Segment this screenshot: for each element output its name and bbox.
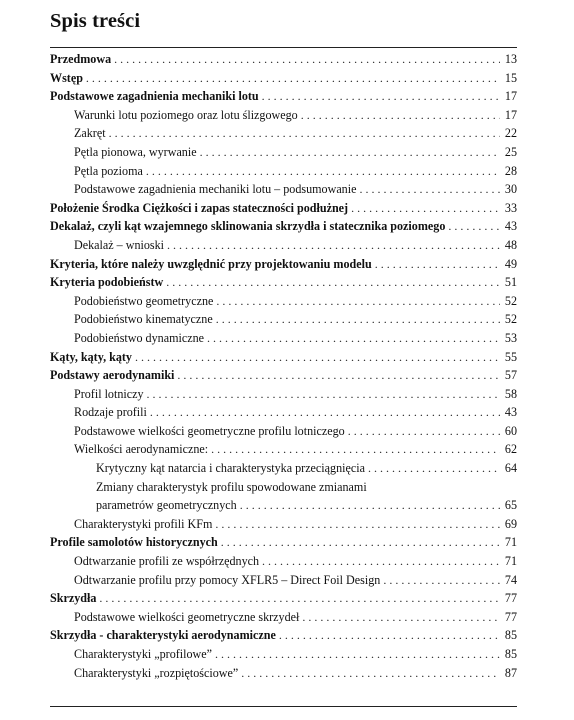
toc-entry-page: 17 xyxy=(504,89,517,104)
dot-leader xyxy=(279,626,500,645)
toc-entry-page: 77 xyxy=(504,609,517,624)
toc-entry-page: 30 xyxy=(504,182,517,197)
toc-entry-page: 74 xyxy=(504,572,517,587)
toc-entry-page: 17 xyxy=(504,107,517,122)
toc-entry[interactable] xyxy=(50,143,517,162)
toc-entry-title: Zmiany charakterystyk profilu spowodowane zmianami xyxy=(96,479,367,494)
toc-entry-title: Profile samolotów historycznych xyxy=(50,535,218,550)
top-divider xyxy=(50,47,517,48)
toc-entry[interactable] xyxy=(50,664,517,683)
toc-entry-page: 13 xyxy=(504,52,517,66)
toc-entry[interactable] xyxy=(50,292,517,311)
toc-entry-title: Podstawowe wielkości geometryczne profilu lotniczego xyxy=(74,423,345,438)
toc-entry[interactable] xyxy=(50,366,517,385)
dot-leader xyxy=(383,571,500,590)
dot-leader xyxy=(240,496,500,515)
toc-entry-page: 22 xyxy=(504,126,517,141)
toc-entry-page: 87 xyxy=(504,665,517,680)
toc-entry[interactable] xyxy=(50,533,517,552)
dot-leader xyxy=(215,645,500,664)
dot-leader xyxy=(448,217,500,236)
toc-entry-page: 49 xyxy=(504,256,517,271)
toc-entry[interactable] xyxy=(50,348,517,367)
dot-leader xyxy=(216,310,500,329)
dot-leader xyxy=(215,515,500,534)
toc-entry-page: 25 xyxy=(504,144,517,159)
toc-entry-title: Podobieństwo kinematyczne xyxy=(74,312,213,327)
toc-entry[interactable] xyxy=(50,217,517,236)
toc-entry-title: Dekalaż – wnioski xyxy=(74,237,165,252)
toc-entry[interactable] xyxy=(50,106,517,125)
dot-leader xyxy=(177,366,500,385)
toc-entry-page: 62 xyxy=(504,442,517,457)
toc-entry-title: Warunki lotu poziomego oraz lotu ślizgowego xyxy=(74,107,298,122)
toc-entry-page: 85 xyxy=(504,647,517,661)
bottom-divider xyxy=(50,706,517,707)
toc-entry-title: Pętla pozioma xyxy=(74,163,143,178)
toc-entry-page: 65 xyxy=(504,498,517,513)
toc-entry-page: 48 xyxy=(504,237,517,252)
dot-leader xyxy=(241,664,500,683)
toc-entry-title: Kąty, kąty, kąty xyxy=(50,349,132,364)
toc-entry-page: 71 xyxy=(504,554,517,569)
dot-leader xyxy=(99,589,500,608)
toc-entry[interactable] xyxy=(50,552,517,571)
dot-leader xyxy=(146,162,500,181)
toc-entry-page: 85 xyxy=(504,628,517,643)
toc-entry[interactable] xyxy=(50,50,517,69)
toc-entry[interactable] xyxy=(50,589,517,608)
dot-leader xyxy=(375,255,500,274)
toc-entry[interactable] xyxy=(50,440,517,459)
toc-entry-title: Położenie Środka Ciężkości i zapas stateczności podłużnej xyxy=(50,200,349,215)
toc-entry[interactable] xyxy=(50,329,517,348)
toc-entry-title: Charakterystyki „profilowe” xyxy=(74,647,213,661)
toc-entry-page: 15 xyxy=(504,70,517,85)
dot-leader xyxy=(351,199,500,218)
toc-entry-page: 58 xyxy=(504,386,517,401)
dot-leader xyxy=(114,50,500,69)
toc-entry[interactable] xyxy=(50,459,517,478)
toc-entry[interactable] xyxy=(50,571,517,590)
toc-entry-title: Pętla pionowa, wyrwanie xyxy=(74,144,197,159)
toc-entry-page: 51 xyxy=(504,275,517,290)
toc-entry-title: Krytyczny kąt natarcia i charakterystyka przeciągnięcia xyxy=(96,461,365,476)
toc-entry-title: Charakterystyki „rozpiętościowe” xyxy=(74,665,239,680)
dot-leader xyxy=(167,236,500,255)
dot-leader xyxy=(348,422,500,441)
toc-entry-page: 43 xyxy=(504,219,517,234)
toc-entry[interactable] xyxy=(50,422,517,441)
table-of-contents xyxy=(50,50,517,682)
toc-entry[interactable] xyxy=(50,180,517,199)
toc-entry-title: Odtwarzanie profili ze współrzędnych xyxy=(74,554,260,569)
dot-leader xyxy=(200,143,500,162)
toc-entry-title: Wstęp xyxy=(50,70,83,85)
toc-entry-title: Podstawy aerodynamiki xyxy=(50,368,175,383)
dot-leader xyxy=(150,403,500,422)
toc-entry-title: Podstawowe wielkości geometryczne skrzydeł xyxy=(74,609,300,624)
toc-entry-title: Wielkości aerodynamiczne: xyxy=(74,442,209,457)
toc-entry[interactable] xyxy=(50,645,517,664)
toc-entry-title: Przedmowa xyxy=(50,52,112,66)
toc-entry-title: Zakręt xyxy=(74,126,106,141)
toc-entry-page: 77 xyxy=(504,591,517,606)
toc-entry-title: Kryteria, które należy uwzględnić przy projektowaniu modelu xyxy=(50,256,372,271)
dot-leader xyxy=(86,69,500,88)
toc-entry-title: Podstawowe zagadnienia mechaniki lotu xyxy=(50,89,259,104)
toc-entry-title-continued: parametrów geometrycznych xyxy=(96,498,237,513)
toc-entry-title: Profil lotniczy xyxy=(74,386,144,401)
toc-entry-page: 55 xyxy=(504,349,517,364)
toc-entry-page: 69 xyxy=(504,516,517,531)
dot-leader xyxy=(147,385,500,404)
page-title: Spis treści xyxy=(50,10,141,32)
dot-leader xyxy=(301,106,500,125)
toc-entry-page: 52 xyxy=(504,312,517,327)
toc-entry-title: Rodzaje profili xyxy=(74,405,147,420)
toc-entry-page: 64 xyxy=(504,461,517,476)
toc-entry[interactable] xyxy=(50,403,517,422)
toc-entry-title: Dekalaż, czyli kąt wzajemnego sklinowania skrzydła i statecznika poziomego xyxy=(50,219,446,234)
toc-entry-page: 28 xyxy=(504,163,517,178)
toc-entry-title: Skrzydła - charakterystyki aerodynamiczne xyxy=(50,628,276,643)
toc-entry[interactable] xyxy=(50,608,517,627)
dot-leader xyxy=(302,608,500,627)
toc-entry-title: Podobieństwo dynamiczne xyxy=(74,330,204,345)
dot-leader xyxy=(166,273,500,292)
toc-entry[interactable] xyxy=(50,385,517,404)
dot-leader xyxy=(368,459,500,478)
toc-entry[interactable] xyxy=(50,199,517,218)
toc-entry-page: 57 xyxy=(504,368,517,383)
toc-entry-page: 52 xyxy=(504,293,517,308)
toc-entry-page: 33 xyxy=(504,200,517,215)
dot-leader xyxy=(207,329,500,348)
toc-entry-title: Charakterystyki profili KFm xyxy=(74,516,213,531)
dot-leader xyxy=(262,87,500,106)
toc-entry[interactable] xyxy=(50,515,517,534)
toc-entry-page: 71 xyxy=(504,535,517,550)
toc-entry[interactable] xyxy=(50,255,517,274)
toc-entry[interactable] xyxy=(50,626,517,645)
toc-entry-title: Odtwarzanie profilu przy pomocy XFLR5 – Direct Foil Design xyxy=(74,572,381,587)
toc-entry-page: 43 xyxy=(504,405,517,420)
toc-entry-page: 60 xyxy=(504,423,517,438)
toc-entry-title: Podobieństwo geometryczne xyxy=(74,293,214,308)
dot-leader xyxy=(262,552,500,571)
toc-entry[interactable] xyxy=(50,310,517,329)
toc-entry-title: Podstawowe zagadnienia mechaniki lotu – podsumowanie xyxy=(74,182,357,197)
toc-entry-title: Kryteria podobieństw xyxy=(50,275,164,290)
dot-leader xyxy=(359,180,500,199)
dot-leader xyxy=(216,292,500,311)
dot-leader xyxy=(211,440,500,459)
toc-entry[interactable] xyxy=(50,124,517,143)
dot-leader xyxy=(109,124,500,143)
toc-entry[interactable] xyxy=(50,162,517,181)
dot-leader xyxy=(221,533,500,552)
toc-entry[interactable] xyxy=(50,273,517,292)
toc-entry-title: Skrzydła xyxy=(50,591,97,606)
toc-entry[interactable] xyxy=(50,69,517,88)
toc-entry[interactable] xyxy=(50,87,517,106)
toc-entry[interactable] xyxy=(50,478,517,515)
dot-leader xyxy=(135,348,500,367)
toc-entry-page: 53 xyxy=(504,330,517,345)
toc-entry[interactable] xyxy=(50,236,517,255)
